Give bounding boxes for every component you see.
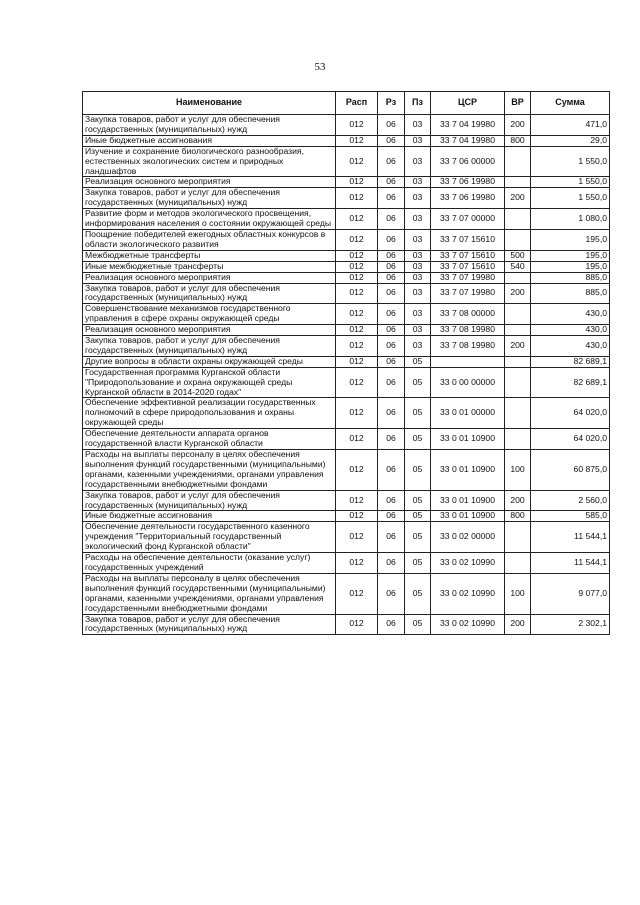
cell-vr: 200 — [505, 614, 531, 635]
cell-rasp: 012 — [336, 272, 378, 283]
cell-vr: 200 — [505, 115, 531, 136]
cell-sum: 885,0 — [531, 272, 610, 283]
cell-name: Расходы на выплаты персоналу в целях обеспечения выполнения функций государственными (муниципальными) органами, казенными учреждениями, органами управления государственными внебюджетными фондами — [83, 450, 336, 491]
table-row — [83, 450, 610, 491]
cell-pz: 03 — [405, 304, 431, 325]
cell-vr — [505, 304, 531, 325]
cell-rz: 06 — [378, 336, 405, 357]
cell-csr: 33 0 02 10990 — [431, 553, 505, 574]
cell-sum: 430,0 — [531, 336, 610, 357]
table-row — [83, 177, 610, 188]
cell-rz: 06 — [378, 229, 405, 250]
cell-csr: 33 0 02 00000 — [431, 522, 505, 553]
cell-rz: 06 — [378, 614, 405, 635]
cell-vr: 200 — [505, 283, 531, 304]
cell-sum: 1 550,0 — [531, 177, 610, 188]
cell-rz: 06 — [378, 398, 405, 429]
cell-name: Государственная программа Курганской области "Природопользование и охрана окружающей среды Курганской области в 2014-2020 годах" — [83, 367, 336, 398]
cell-pz: 05 — [405, 614, 431, 635]
header-name: Наименование — [83, 92, 336, 115]
cell-vr: 200 — [505, 336, 531, 357]
cell-rasp: 012 — [336, 398, 378, 429]
cell-csr: 33 7 07 15610 — [431, 261, 505, 272]
cell-pz: 03 — [405, 261, 431, 272]
cell-vr: 500 — [505, 250, 531, 261]
cell-pz: 03 — [405, 188, 431, 209]
table-row — [83, 115, 610, 136]
cell-name: Развитие форм и методов экологического просвещения, информирования населения о состоянии окружающей среды — [83, 209, 336, 230]
cell-pz: 05 — [405, 398, 431, 429]
cell-vr — [505, 367, 531, 398]
cell-vr: 540 — [505, 261, 531, 272]
table-row — [83, 614, 610, 635]
header-pz: Пз — [405, 92, 431, 115]
cell-rasp: 012 — [336, 573, 378, 614]
cell-vr — [505, 229, 531, 250]
cell-rasp: 012 — [336, 325, 378, 336]
cell-sum: 1 550,0 — [531, 188, 610, 209]
cell-vr — [505, 398, 531, 429]
cell-rasp: 012 — [336, 336, 378, 357]
cell-csr: 33 7 06 19980 — [431, 177, 505, 188]
table-row — [83, 553, 610, 574]
cell-rz: 06 — [378, 135, 405, 146]
cell-rasp: 012 — [336, 490, 378, 511]
cell-csr: 33 0 02 10990 — [431, 614, 505, 635]
table-row — [83, 398, 610, 429]
cell-rz: 06 — [378, 177, 405, 188]
cell-name: Изучение и сохранение биологического разнообразия, естественных экологических систем и природных ландшафтов — [83, 146, 336, 177]
table-row — [83, 135, 610, 146]
cell-rz: 06 — [378, 325, 405, 336]
cell-rasp: 012 — [336, 177, 378, 188]
table-row — [83, 573, 610, 614]
cell-pz: 05 — [405, 429, 431, 450]
cell-name: Реализация основного мероприятия — [83, 177, 336, 188]
cell-rasp: 012 — [336, 146, 378, 177]
cell-name: Поощрение победителей ежегодных областных конкурсов в области экологического развития — [83, 229, 336, 250]
cell-csr: 33 7 07 19980 — [431, 272, 505, 283]
cell-name: Обеспечение эффективной реализации государственных полномочий в сфере природопользования и охраны окружающей среды — [83, 398, 336, 429]
header-sum: Сумма — [531, 92, 610, 115]
cell-csr: 33 7 07 19980 — [431, 283, 505, 304]
table-body — [83, 115, 610, 635]
cell-csr: 33 0 01 00000 — [431, 398, 505, 429]
cell-sum: 2 302,1 — [531, 614, 610, 635]
cell-pz: 03 — [405, 229, 431, 250]
table-row — [83, 146, 610, 177]
cell-rz: 06 — [378, 261, 405, 272]
table-row — [83, 209, 610, 230]
cell-rasp: 012 — [336, 614, 378, 635]
cell-csr: 33 0 01 10900 — [431, 450, 505, 491]
cell-rz: 06 — [378, 490, 405, 511]
cell-pz: 03 — [405, 177, 431, 188]
cell-rz: 06 — [378, 188, 405, 209]
cell-name: Реализация основного мероприятия — [83, 325, 336, 336]
cell-pz: 05 — [405, 553, 431, 574]
cell-csr: 33 7 07 15610 — [431, 229, 505, 250]
cell-vr: 200 — [505, 490, 531, 511]
cell-csr: 33 7 08 19980 — [431, 325, 505, 336]
table-row — [83, 490, 610, 511]
page-number: 53 — [314, 61, 326, 73]
cell-sum: 11 544,1 — [531, 522, 610, 553]
cell-rz: 06 — [378, 573, 405, 614]
cell-vr: 100 — [505, 573, 531, 614]
cell-rz: 06 — [378, 115, 405, 136]
cell-rasp: 012 — [336, 450, 378, 491]
cell-vr — [505, 429, 531, 450]
cell-name: Расходы на обеспечение деятельности (оказание услуг) государственных учреждений — [83, 553, 336, 574]
cell-sum: 2 560,0 — [531, 490, 610, 511]
cell-pz: 05 — [405, 522, 431, 553]
cell-pz: 05 — [405, 356, 431, 367]
cell-rasp: 012 — [336, 135, 378, 146]
cell-pz: 05 — [405, 490, 431, 511]
table-header-row — [83, 92, 610, 115]
table-row — [83, 511, 610, 522]
cell-sum: 82 689,1 — [531, 367, 610, 398]
table-row — [83, 429, 610, 450]
cell-rasp: 012 — [336, 304, 378, 325]
cell-rz: 06 — [378, 429, 405, 450]
cell-vr: 200 — [505, 188, 531, 209]
cell-rz: 06 — [378, 450, 405, 491]
cell-rasp: 012 — [336, 367, 378, 398]
cell-vr — [505, 272, 531, 283]
cell-vr — [505, 522, 531, 553]
cell-vr: 100 — [505, 450, 531, 491]
cell-csr: 33 7 06 00000 — [431, 146, 505, 177]
cell-rz: 06 — [378, 356, 405, 367]
cell-rasp: 012 — [336, 283, 378, 304]
table-row — [83, 304, 610, 325]
cell-csr: 33 7 04 19980 — [431, 135, 505, 146]
cell-sum: 1 080,0 — [531, 209, 610, 230]
cell-sum: 60 875,0 — [531, 450, 610, 491]
cell-sum: 11 544,1 — [531, 553, 610, 574]
cell-sum: 430,0 — [531, 304, 610, 325]
cell-name: Расходы на выплаты персоналу в целях обеспечения выполнения функций государственными (муниципальными) органами, казенными учреждениями, органами управления государственными внебюджетными фондами — [83, 573, 336, 614]
cell-sum: 64 020,0 — [531, 429, 610, 450]
cell-pz: 03 — [405, 135, 431, 146]
table-row — [83, 522, 610, 553]
cell-name: Закупка товаров, работ и услуг для обеспечения государственных (муниципальных) нужд — [83, 115, 336, 136]
cell-sum: 471,0 — [531, 115, 610, 136]
cell-pz: 03 — [405, 272, 431, 283]
cell-csr: 33 0 01 10900 — [431, 429, 505, 450]
cell-csr — [431, 356, 505, 367]
cell-sum: 82 689,1 — [531, 356, 610, 367]
cell-csr: 33 0 01 10900 — [431, 490, 505, 511]
cell-sum: 64 020,0 — [531, 398, 610, 429]
cell-rz: 06 — [378, 209, 405, 230]
cell-sum: 9 077,0 — [531, 573, 610, 614]
cell-rasp: 012 — [336, 188, 378, 209]
cell-vr — [505, 325, 531, 336]
cell-name: Закупка товаров, работ и услуг для обеспечения государственных (муниципальных) нужд — [83, 188, 336, 209]
cell-rz: 06 — [378, 146, 405, 177]
table-row — [83, 367, 610, 398]
cell-name: Межбюджетные трансферты — [83, 250, 336, 261]
cell-pz: 03 — [405, 283, 431, 304]
table-row — [83, 261, 610, 272]
cell-sum: 885,0 — [531, 283, 610, 304]
cell-rz: 06 — [378, 283, 405, 304]
cell-rasp: 012 — [336, 261, 378, 272]
cell-rasp: 012 — [336, 553, 378, 574]
header-rz: Рз — [378, 92, 405, 115]
cell-sum: 195,0 — [531, 229, 610, 250]
table-row — [83, 188, 610, 209]
cell-name: Закупка товаров, работ и услуг для обеспечения государственных (муниципальных) нужд — [83, 614, 336, 635]
cell-vr — [505, 356, 531, 367]
header-rasp: Расп — [336, 92, 378, 115]
cell-pz: 05 — [405, 573, 431, 614]
cell-name: Закупка товаров, работ и услуг для обеспечения государственных (муниципальных) нужд — [83, 490, 336, 511]
table-row — [83, 229, 610, 250]
cell-csr: 33 7 06 19980 — [431, 188, 505, 209]
cell-name: Реализация основного мероприятия — [83, 272, 336, 283]
cell-rasp: 012 — [336, 429, 378, 450]
cell-sum: 29,0 — [531, 135, 610, 146]
cell-pz: 03 — [405, 336, 431, 357]
cell-pz: 05 — [405, 511, 431, 522]
cell-sum: 430,0 — [531, 325, 610, 336]
cell-vr — [505, 209, 531, 230]
cell-name: Обеспечение деятельности аппарата органов государственной власти Курганской области — [83, 429, 336, 450]
cell-sum: 585,0 — [531, 511, 610, 522]
table-row — [83, 272, 610, 283]
cell-pz: 03 — [405, 325, 431, 336]
cell-rasp: 012 — [336, 356, 378, 367]
cell-vr — [505, 146, 531, 177]
cell-name: Обеспечение деятельности государственного казенного учреждения "Территориальный государственный экологический фонд Курганской области" — [83, 522, 336, 553]
cell-pz: 03 — [405, 209, 431, 230]
cell-name: Другие вопросы в области охраны окружающей среды — [83, 356, 336, 367]
cell-name: Закупка товаров, работ и услуг для обеспечения государственных (муниципальных) нужд — [83, 283, 336, 304]
budget-table — [82, 91, 610, 635]
cell-sum: 1 550,0 — [531, 146, 610, 177]
cell-name: Совершенствование механизмов государственного управления в сфере охраны окружающей среды — [83, 304, 336, 325]
cell-rz: 06 — [378, 272, 405, 283]
cell-rasp: 012 — [336, 511, 378, 522]
table-row — [83, 250, 610, 261]
cell-vr — [505, 553, 531, 574]
cell-name: Иные бюджетные ассигнования — [83, 135, 336, 146]
cell-vr: 800 — [505, 135, 531, 146]
header-vr: ВР — [505, 92, 531, 115]
table-row — [83, 336, 610, 357]
cell-pz: 03 — [405, 115, 431, 136]
table-row — [83, 356, 610, 367]
cell-csr: 33 7 08 19980 — [431, 336, 505, 357]
cell-sum: 195,0 — [531, 250, 610, 261]
header-csr: ЦСР — [431, 92, 505, 115]
table-row — [83, 325, 610, 336]
cell-rasp: 012 — [336, 229, 378, 250]
cell-rasp: 012 — [336, 522, 378, 553]
cell-rz: 06 — [378, 367, 405, 398]
cell-rz: 06 — [378, 511, 405, 522]
cell-rasp: 012 — [336, 250, 378, 261]
cell-csr: 33 0 02 10990 — [431, 573, 505, 614]
cell-csr: 33 7 04 19980 — [431, 115, 505, 136]
cell-name: Закупка товаров, работ и услуг для обеспечения государственных (муниципальных) нужд — [83, 336, 336, 357]
cell-vr — [505, 177, 531, 188]
cell-vr: 800 — [505, 511, 531, 522]
cell-rz: 06 — [378, 553, 405, 574]
cell-csr: 33 7 07 15610 — [431, 250, 505, 261]
table-row — [83, 283, 610, 304]
cell-sum: 195,0 — [531, 261, 610, 272]
cell-csr: 33 7 08 00000 — [431, 304, 505, 325]
cell-name: Иные бюджетные ассигнования — [83, 511, 336, 522]
cell-rasp: 012 — [336, 209, 378, 230]
cell-csr: 33 7 07 00000 — [431, 209, 505, 230]
cell-name: Иные межбюджетные трансферты — [83, 261, 336, 272]
cell-csr: 33 0 00 00000 — [431, 367, 505, 398]
cell-rz: 06 — [378, 304, 405, 325]
cell-rasp: 012 — [336, 115, 378, 136]
cell-pz: 03 — [405, 146, 431, 177]
cell-pz: 05 — [405, 450, 431, 491]
cell-csr: 33 0 01 10900 — [431, 511, 505, 522]
cell-rz: 06 — [378, 522, 405, 553]
cell-rz: 06 — [378, 250, 405, 261]
cell-pz: 03 — [405, 250, 431, 261]
cell-pz: 05 — [405, 367, 431, 398]
